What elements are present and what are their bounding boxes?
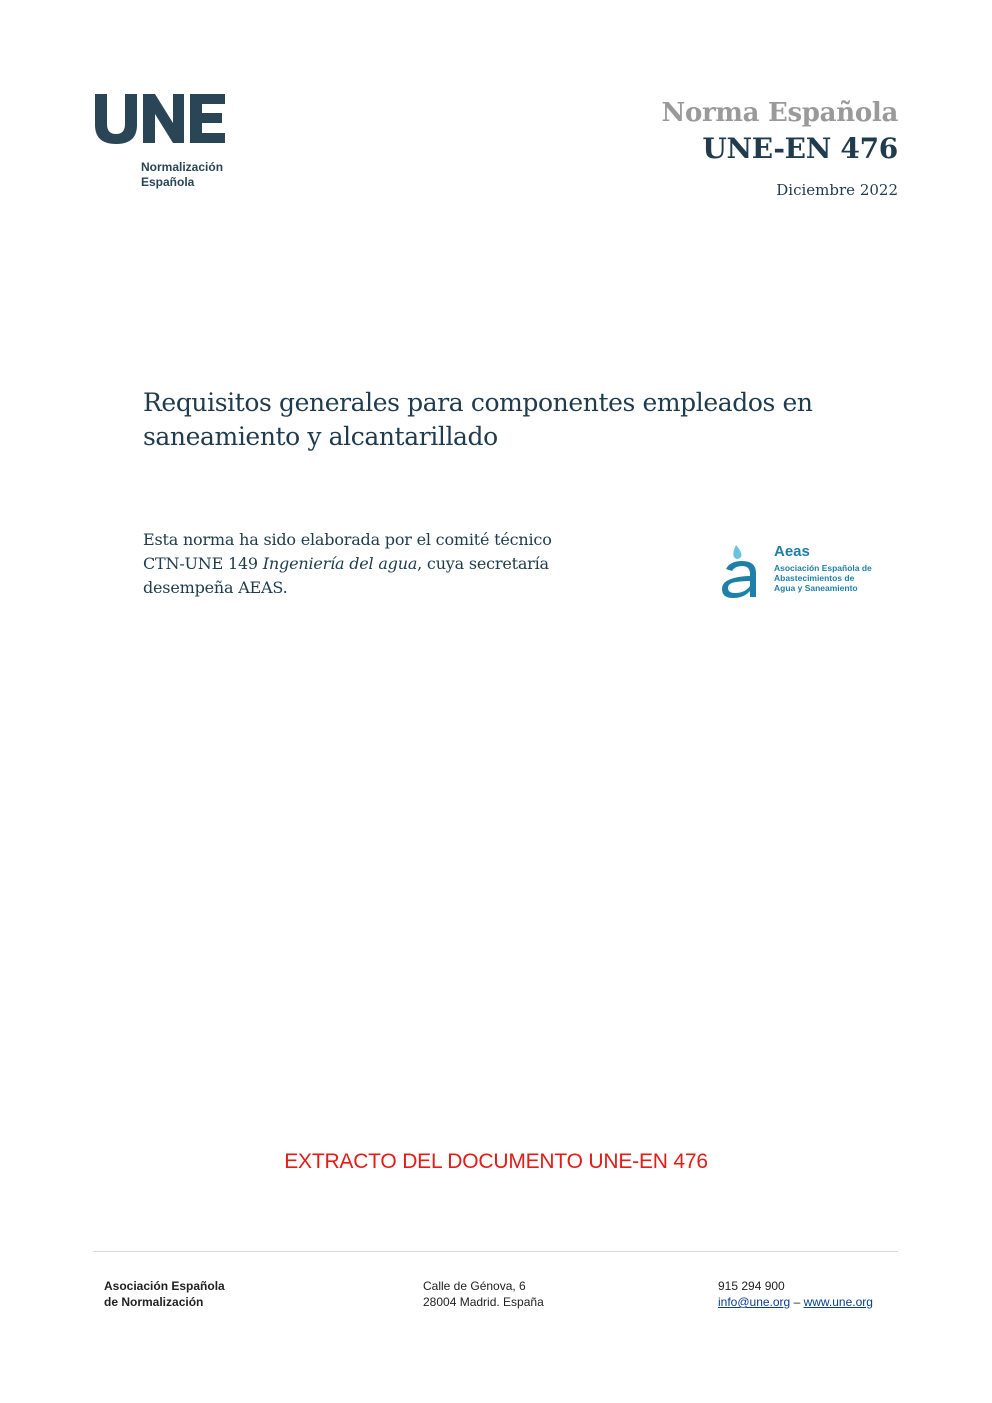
title-line-1: Requisitos generales para componentes empleados en xyxy=(143,388,813,417)
standard-date: Diciembre 2022 xyxy=(776,181,898,199)
committee-line-2 xyxy=(143,552,613,576)
document-title xyxy=(143,386,863,454)
une-logo xyxy=(93,88,253,198)
committee-name: Ingeniería del agua xyxy=(262,554,418,573)
aeas-description xyxy=(774,563,872,593)
title-line-2: saneamiento y alcantarillado xyxy=(143,422,498,451)
footer-address-line-1: Calle de Génova, 6 xyxy=(423,1279,526,1293)
website-link[interactable]: www.une.org xyxy=(803,1295,873,1309)
aeas-logo xyxy=(718,543,878,603)
committee-line-2-end: , cuya secretaría xyxy=(417,554,549,573)
une-wordmark-icon xyxy=(93,88,228,148)
standard-kicker: Norma Española xyxy=(661,98,898,128)
committee-line-1: Esta norma ha sido elaborada por el comité técnico xyxy=(143,530,552,549)
committee-code: CTN-UNE 149 xyxy=(143,554,263,573)
footer-divider xyxy=(93,1251,898,1252)
footer-address-line-2: 28004 Madrid. España xyxy=(423,1295,544,1309)
footer-contact xyxy=(718,1278,873,1310)
aeas-desc-line-1: Asociación Española de xyxy=(774,563,872,573)
footer-org-line-1: Asociación Española xyxy=(104,1279,225,1293)
une-logo-sub-line2: Española xyxy=(141,175,195,189)
footer-org-line-2: de Normalización xyxy=(104,1295,204,1309)
standard-code: UNE-EN 476 xyxy=(702,132,898,165)
extract-notice: EXTRACTO DEL DOCUMENTO UNE-EN 476 xyxy=(284,1150,708,1173)
une-logo-subtitle xyxy=(141,160,223,190)
aeas-a-icon xyxy=(718,543,770,601)
footer-links xyxy=(718,1294,873,1310)
footer-address xyxy=(423,1278,544,1310)
header-standard-info xyxy=(662,96,898,200)
aeas-desc-line-2: Abastecimientos de xyxy=(774,573,855,583)
link-separator: – xyxy=(790,1295,804,1309)
une-logo-sub-line1: Normalización xyxy=(141,160,224,174)
committee-statement xyxy=(143,528,613,600)
email-link[interactable]: info@une.org xyxy=(718,1295,791,1309)
aeas-name: Aeas xyxy=(774,543,810,560)
committee-line-3: desempeña AEAS. xyxy=(143,578,288,597)
footer-organization xyxy=(104,1278,225,1310)
aeas-desc-line-3: Agua y Saneamiento xyxy=(774,583,858,593)
footer-phone: 915 294 900 xyxy=(718,1279,785,1293)
